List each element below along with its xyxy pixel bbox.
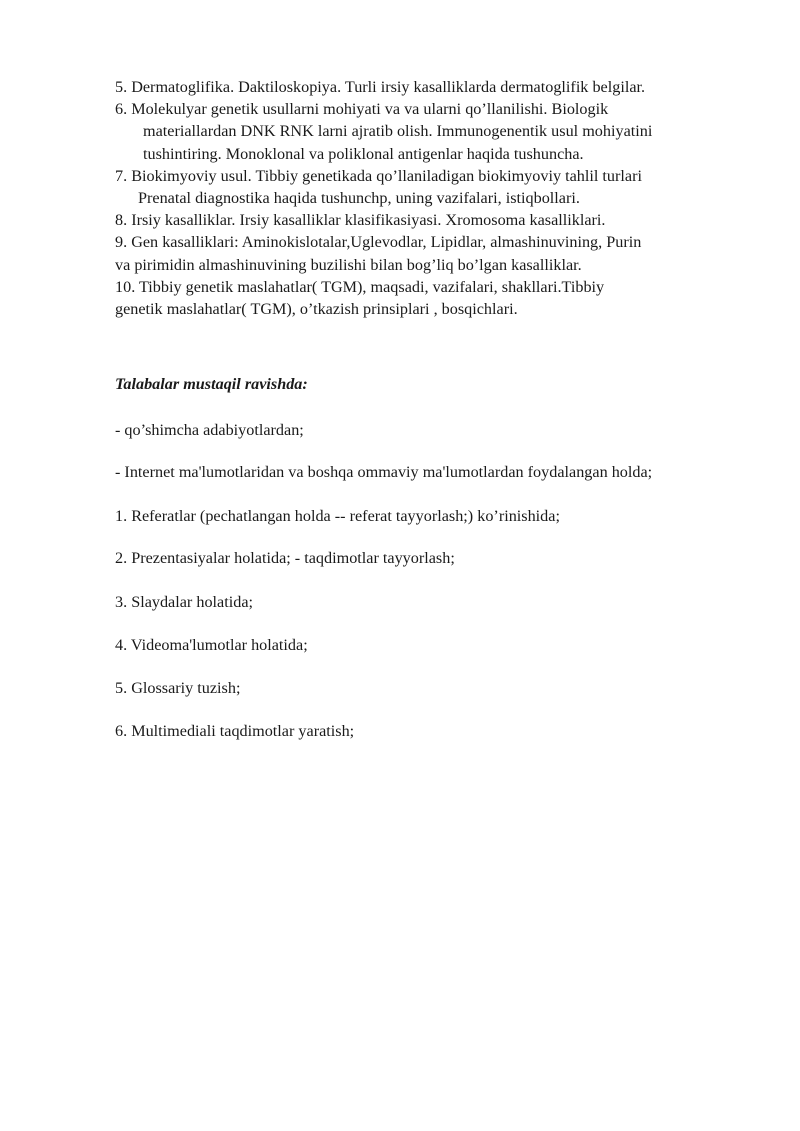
topic-line-10-cont: genetik maslahatlar( TGM), o’tkazish prinsiplari , bosqichlari. [115,300,518,319]
topic-line-6-cont: materiallardan DNK RNK larni ajratib olish. Immunogenentik usul mohiyatini [143,122,653,141]
list-item: 2. Prezentasiyalar holatida; - taqdimotlar tayyorlash; [115,549,455,567]
list-item: 5. Glossariy tuzish; [115,679,241,697]
topic-line-7: 7. Biokimyoviy usul. Tibbiy genetikada qo’llaniladigan biokimyoviy tahlil turlari [115,166,642,185]
topic-line-8: 8. Irsiy kasalliklar. Irsiy kasalliklar klasifikasiyasi. Xromosoma kasalliklari. [115,211,606,230]
list-item: - qo’shimcha adabiyotlardan; [115,421,304,439]
topic-line-7-cont: Prenatal diagnostika haqida tushunchp, uning vazifalari, istiqbollari. [138,189,580,208]
list-item: - Internet ma'lumotlaridan va boshqa ommaviy ma'lumotlardan foydalangan holda; [115,463,653,481]
topic-line-6-cont: tushintiring. Monoklonal va poliklonal antigenlar haqida tushuncha. [143,144,584,163]
topic-line-10: 10. Tibbiy genetik maslahatlar( TGM), maqsadi, vazifalari, shakllari.Tibbiy [115,277,605,296]
list-item: 1. Referatlar (pechatlangan holda -- referat tayyorlash;) ko’rinishida; [115,507,560,525]
list-item: 3. Slaydalar holatida; [115,593,254,611]
topic-line-9: 9. Gen kasalliklari: Aminokislotalar,Uglevodlar, Lipidlar, almashinuvining, Purin [115,233,642,252]
list-item: 6. Multimediali taqdimotlar yaratish; [115,722,355,740]
topic-line-9-cont: va pirimidin almashinuvining buzilishi bilan bog’liq bo’lgan kasalliklar. [115,255,582,274]
topics-list [115,76,755,320]
section-title: Talabalar mustaqil ravishda: [115,375,308,393]
topic-line-5: 5. Dermatoglifika. Daktiloskopiya. Turli irsiy kasalliklarda dermatoglifik belgilar. [115,78,646,96]
list-item: 4. Videoma'lumotlar holatida; [115,636,308,654]
topic-line-6: 6. Molekulyar genetik usullarni mohiyati va va ularni qo’llanilishi. Biologik [115,100,609,119]
